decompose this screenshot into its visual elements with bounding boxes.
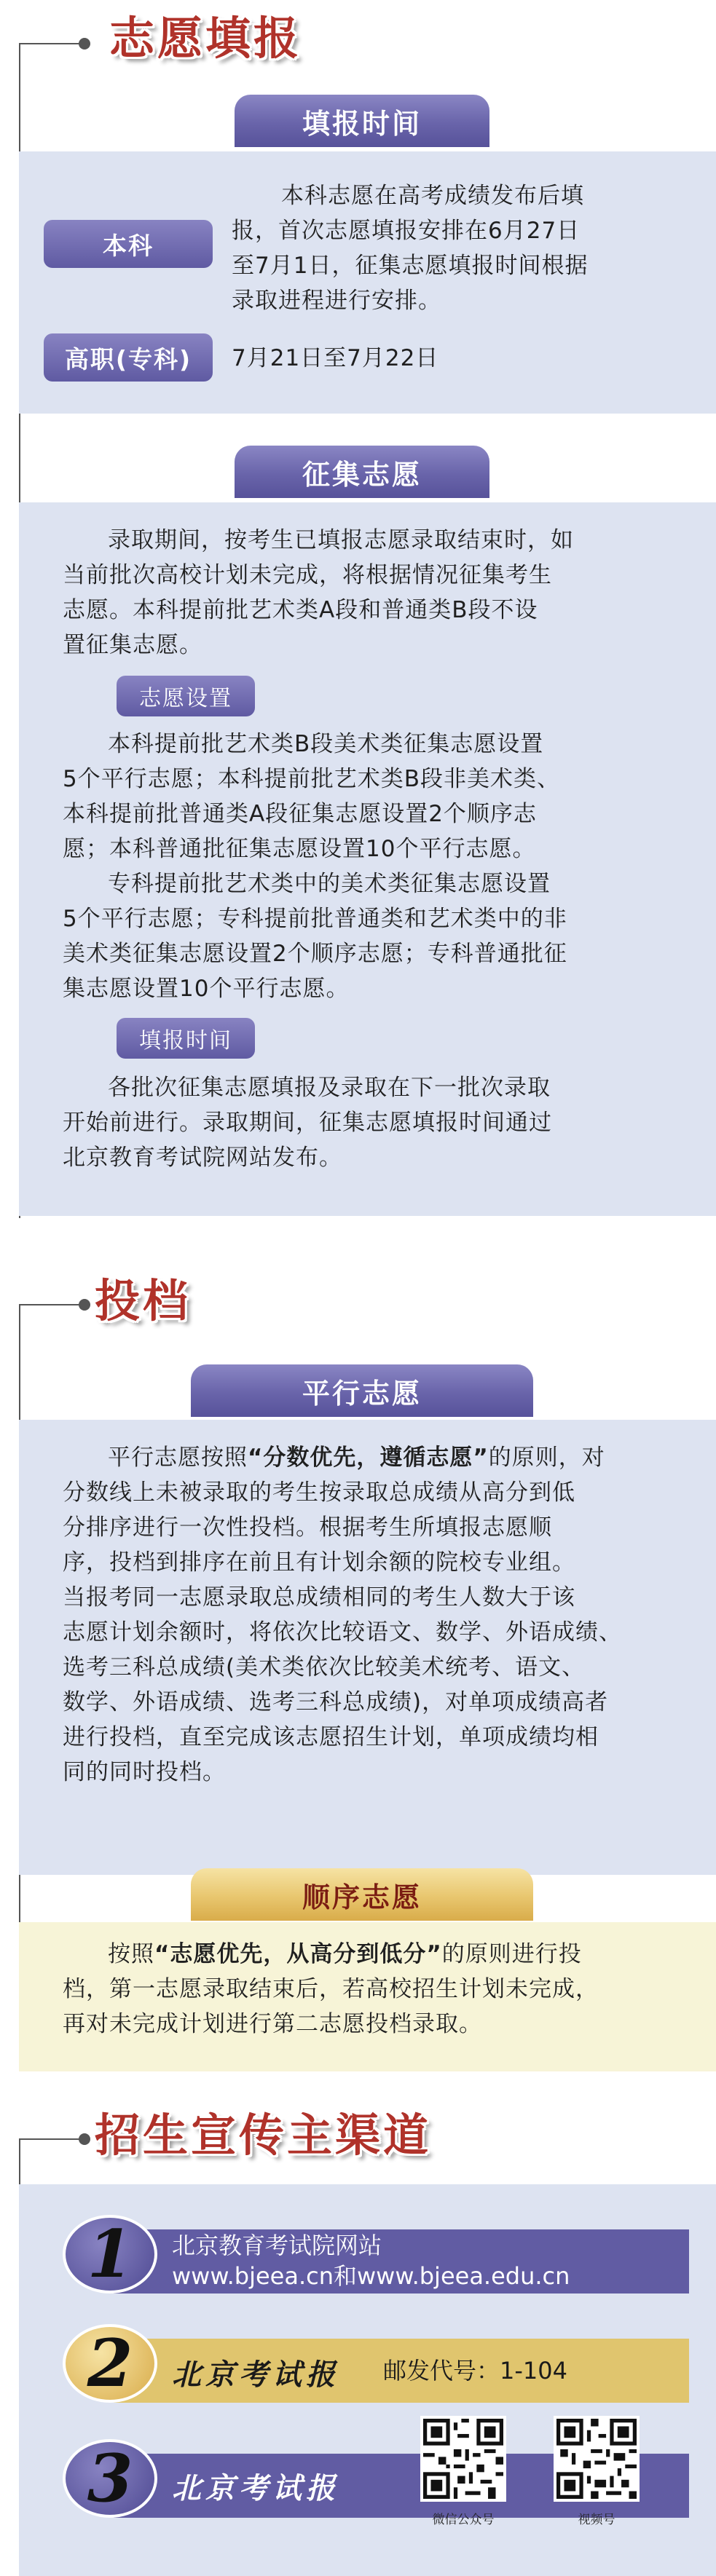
newspaper-logo: 北京考试报 xyxy=(172,2471,339,2505)
sequential-text-pre: 按照 xyxy=(108,1941,154,1967)
timeline-branch xyxy=(19,43,84,44)
parallel-principle: “分数优先，遵循志愿” xyxy=(248,1445,489,1471)
collection-time-text: 各批次征集志愿填报及录取在下一批次录取 开始前进行。录取期间，征集志愿填报时间通过 北京教育考试院网站发布。 xyxy=(63,1075,552,1171)
vocational-text: 7月21日至7月22日 xyxy=(232,345,439,371)
wechat-qr-caption: 微信公众号 xyxy=(432,2513,495,2527)
timeline-branch xyxy=(19,1304,84,1305)
collection-time-tag: 填报时间 xyxy=(117,1018,255,1059)
setting-paragraph-2: 专科提前批艺术类中的美术类征集志愿设置 5个平行志愿；专科提前批普通类和艺术类中的非 美术类征集志愿设置2个顺序志愿；专科普通批征 集志愿设置10个平行志愿。 xyxy=(63,871,567,1002)
channel-1-url[interactable]: www.bjeea.cn和www.bjeea.edu.cn xyxy=(172,2262,570,2290)
channel-2 xyxy=(63,2324,689,2403)
setting-paragraph-1: 本科提前批艺术类B段美术类征集志愿设置 5个平行志愿；本科提前批艺术类B段非美术类、 本科提前批普通类A段征集志愿设置2个顺序志 愿；本科普通批征集志愿设置10个平行志愿。 xyxy=(63,731,560,862)
sequential-text-post: 的原则进行投 xyxy=(441,1941,582,1967)
parallel-text: 平行志愿按照“分数优先，遵循志愿”的原则，对 分数线上未被录取的考生按录取总成绩从高分到低 分排序进行一次性投档。根据考生所填报志愿顺 序，投档到排序在前且有计划余额的院校专业组。 当报考同一志愿录取总成绩相同的考生人数大于该 志愿计划余额时，将依次比较语文、数学、外语成绩、 选考三科总成绩(美术类依次比较美术统考、语文、 数学、外语成绩、选考三科总成绩)，对单项成绩高者 进行投档，直至完成该志愿招生计划，单项成绩均相 同的同时投档。 xyxy=(63,1445,622,1785)
timeline-dot xyxy=(79,1299,90,1311)
sequential-principle: “志愿优先，从高分到低分” xyxy=(154,1941,442,1967)
channel-number: 2 xyxy=(63,2324,157,2403)
channel-number: 1 xyxy=(63,2215,157,2293)
fill-time-header: 填报时间 xyxy=(235,95,489,147)
video-qr-caption: 视频号 xyxy=(578,2513,615,2527)
undergrad-tag: 本科 xyxy=(44,220,213,268)
timeline-branch xyxy=(19,2138,84,2140)
sequential-header: 顺序志愿 xyxy=(191,1868,533,1921)
video-qr-code[interactable] xyxy=(554,2416,640,2502)
channel-number: 3 xyxy=(63,2439,157,2518)
collection-header: 征集志愿 xyxy=(235,446,489,498)
timeline-dot xyxy=(79,2133,90,2145)
parallel-header: 平行志愿 xyxy=(191,1364,533,1417)
undergrad-text: 本科志愿在高考成绩发布后填 报，首次志愿填报安排在6月27日 至7月1日，征集志愿填报时间根据 录取进程进行安排。 xyxy=(232,183,589,314)
section-title-channels: 招生宣传主渠道 xyxy=(95,2109,432,2162)
setting-tag: 志愿设置 xyxy=(117,676,255,716)
collection-intro: 录取期间，按考生已填报志愿录取结束时，如 当前批次高校计划未完成，将根据情况征集考生 志愿。本科提前批艺术类A段和普通类B段不设 置征集志愿。 xyxy=(63,527,574,658)
parallel-text-post: 的原则，对 xyxy=(488,1445,605,1471)
timeline-dot xyxy=(79,38,90,50)
section-title-volunteer: 志愿填报 xyxy=(109,12,302,65)
channel-1 xyxy=(63,2215,689,2293)
postal-code: 邮发代号：1-104 xyxy=(383,2357,567,2385)
parallel-text-pre: 平行志愿按照 xyxy=(108,1445,248,1471)
sequential-text: 按照“志愿优先，从高分到低分”的原则进行投 档，第一志愿录取结束后，若高校招生计划未完成， 再对未完成计划进行第二志愿投档录取。 xyxy=(63,1941,599,2037)
channel-1-name: 北京教育考试院网站 xyxy=(172,2232,382,2259)
wechat-qr-code[interactable] xyxy=(420,2416,506,2502)
section-title-admission: 投档 xyxy=(95,1274,192,1327)
newspaper-logo: 北京考试报 xyxy=(172,2358,339,2392)
vocational-tag: 高职(专科) xyxy=(44,333,213,382)
